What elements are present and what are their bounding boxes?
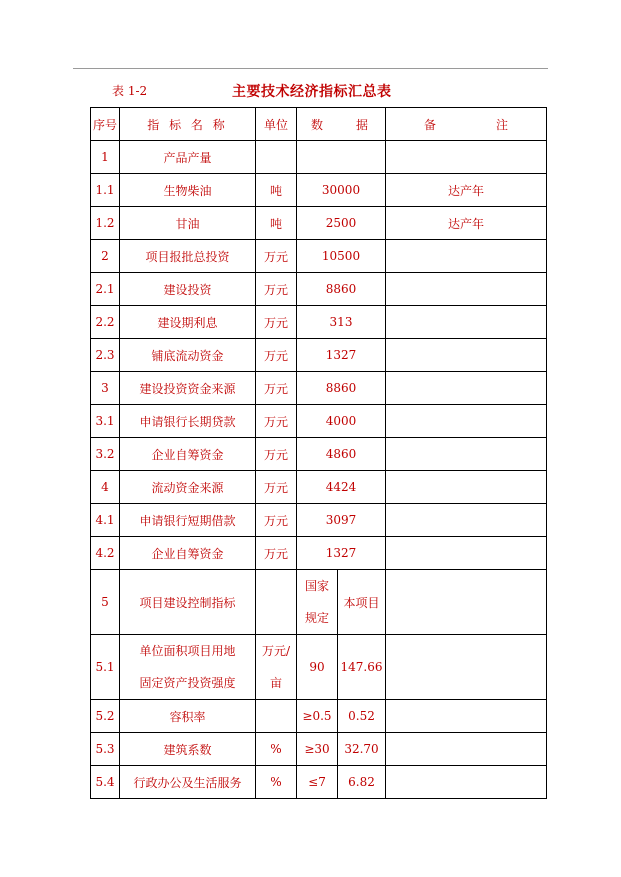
row-seq: 2 bbox=[91, 240, 120, 273]
row-unit: 万元 bbox=[256, 240, 297, 273]
row-value bbox=[297, 141, 386, 174]
table-row bbox=[91, 504, 547, 537]
control-row-name: 建筑系数 bbox=[120, 733, 256, 766]
control-row-unit-line-1: 万元/ bbox=[261, 644, 291, 658]
row-seq: 3.1 bbox=[91, 405, 120, 438]
row-unit: 万元 bbox=[256, 438, 297, 471]
table-row bbox=[91, 306, 547, 339]
row-value: 313 bbox=[297, 306, 386, 339]
row-note bbox=[386, 438, 547, 471]
control-header-row bbox=[91, 570, 547, 635]
control-row-seq: 5.1 bbox=[91, 635, 120, 700]
control-row bbox=[91, 700, 547, 733]
control-row-unit: % bbox=[256, 766, 297, 799]
row-seq: 3.2 bbox=[91, 438, 120, 471]
row-name: 建设投资 bbox=[120, 273, 256, 306]
control-row bbox=[91, 766, 547, 799]
row-name: 流动资金来源 bbox=[120, 471, 256, 504]
row-seq: 4.2 bbox=[91, 537, 120, 570]
row-value: 2500 bbox=[297, 207, 386, 240]
row-value: 4000 bbox=[297, 405, 386, 438]
row-name: 铺底流动资金 bbox=[120, 339, 256, 372]
row-value: 4860 bbox=[297, 438, 386, 471]
row-unit: 吨 bbox=[256, 174, 297, 207]
table-title: 主要技术经济指标汇总表 bbox=[232, 84, 392, 100]
table-row bbox=[91, 174, 547, 207]
row-seq: 3 bbox=[91, 372, 120, 405]
row-value: 1327 bbox=[297, 537, 386, 570]
row-seq: 2.3 bbox=[91, 339, 120, 372]
row-note bbox=[386, 306, 547, 339]
table-row bbox=[91, 405, 547, 438]
row-name: 生物柴油 bbox=[120, 174, 256, 207]
row-note bbox=[386, 240, 547, 273]
table-row bbox=[91, 207, 547, 240]
row-unit: 万元 bbox=[256, 405, 297, 438]
control-row-national: ≥30 bbox=[297, 733, 338, 766]
control-row-project: 6.82 bbox=[338, 766, 386, 799]
col-unit-header: 单位 bbox=[256, 108, 297, 141]
control-name: 项目建设控制指标 bbox=[120, 570, 256, 635]
table-row bbox=[91, 372, 547, 405]
control-unit bbox=[256, 570, 297, 635]
national-line-2: 规定 bbox=[304, 611, 329, 625]
table-row bbox=[91, 471, 547, 504]
row-value: 3097 bbox=[297, 504, 386, 537]
table-row bbox=[91, 141, 547, 174]
row-unit bbox=[256, 141, 297, 174]
control-row-name-line-2: 固定资产投资强度 bbox=[139, 676, 236, 690]
control-row-note bbox=[386, 766, 547, 799]
control-note bbox=[386, 570, 547, 635]
row-unit: 吨 bbox=[256, 207, 297, 240]
row-unit: 万元 bbox=[256, 306, 297, 339]
row-note bbox=[386, 273, 547, 306]
control-row-unit bbox=[256, 700, 297, 733]
row-unit: 万元 bbox=[256, 372, 297, 405]
row-name: 企业自筹资金 bbox=[120, 438, 256, 471]
row-value: 8860 bbox=[297, 273, 386, 306]
table-row bbox=[91, 273, 547, 306]
control-seq: 5 bbox=[91, 570, 120, 635]
header-rule bbox=[73, 68, 548, 69]
control-row-national: 90 bbox=[297, 635, 338, 700]
row-seq: 1.2 bbox=[91, 207, 120, 240]
control-row-name: 行政办公及生活服务 bbox=[120, 766, 256, 799]
row-note bbox=[386, 339, 547, 372]
control-row-name-line-1: 单位面积项目用地 bbox=[139, 644, 236, 658]
control-row-unit bbox=[256, 635, 297, 700]
national-line-1: 国家 bbox=[304, 579, 329, 593]
control-project-header: 本项目 bbox=[338, 570, 386, 635]
control-row-seq: 5.3 bbox=[91, 733, 120, 766]
row-note bbox=[386, 372, 547, 405]
row-unit: 万元 bbox=[256, 339, 297, 372]
control-row-project: 147.66 bbox=[338, 635, 386, 700]
table-number: 表 1-2 bbox=[112, 84, 148, 98]
row-name: 企业自筹资金 bbox=[120, 537, 256, 570]
row-note: 达产年 bbox=[386, 207, 547, 240]
row-name: 申请银行短期借款 bbox=[120, 504, 256, 537]
table-row bbox=[91, 438, 547, 471]
row-note: 达产年 bbox=[386, 174, 547, 207]
row-value: 4424 bbox=[297, 471, 386, 504]
row-name: 建设投资资金来源 bbox=[120, 372, 256, 405]
row-unit: 万元 bbox=[256, 273, 297, 306]
row-note bbox=[386, 537, 547, 570]
row-note bbox=[386, 141, 547, 174]
control-row-name bbox=[120, 635, 256, 700]
row-unit: 万元 bbox=[256, 504, 297, 537]
control-row bbox=[91, 635, 547, 700]
row-unit: 万元 bbox=[256, 471, 297, 504]
row-seq: 2.1 bbox=[91, 273, 120, 306]
row-name: 建设期利息 bbox=[120, 306, 256, 339]
row-seq: 1.1 bbox=[91, 174, 120, 207]
control-row bbox=[91, 733, 547, 766]
col-seq-header: 序号 bbox=[91, 108, 120, 141]
control-row-note bbox=[386, 635, 547, 700]
row-seq: 4 bbox=[91, 471, 120, 504]
control-row-note bbox=[386, 700, 547, 733]
control-row-unit: % bbox=[256, 733, 297, 766]
table-row bbox=[91, 537, 547, 570]
row-note bbox=[386, 471, 547, 504]
control-row-national: ≥0.5 bbox=[297, 700, 338, 733]
control-row-national: ≤7 bbox=[297, 766, 338, 799]
control-national-header bbox=[297, 570, 338, 635]
table-row bbox=[91, 339, 547, 372]
row-value: 1327 bbox=[297, 339, 386, 372]
control-row-name: 容积率 bbox=[120, 700, 256, 733]
row-name: 产品产量 bbox=[120, 141, 256, 174]
row-value: 8860 bbox=[297, 372, 386, 405]
row-seq: 4.1 bbox=[91, 504, 120, 537]
col-name-header: 指 标 名 称 bbox=[120, 108, 256, 141]
row-note bbox=[386, 504, 547, 537]
col-data-header: 数 据 bbox=[297, 108, 386, 141]
row-unit: 万元 bbox=[256, 537, 297, 570]
control-row-seq: 5.2 bbox=[91, 700, 120, 733]
control-row-project: 0.52 bbox=[338, 700, 386, 733]
row-value: 30000 bbox=[297, 174, 386, 207]
row-seq: 2.2 bbox=[91, 306, 120, 339]
control-row-unit-line-2: 亩 bbox=[269, 676, 282, 690]
table-row bbox=[91, 240, 547, 273]
control-row-project: 32.70 bbox=[338, 733, 386, 766]
control-row-seq: 5.4 bbox=[91, 766, 120, 799]
row-value: 10500 bbox=[297, 240, 386, 273]
row-name: 申请银行长期贷款 bbox=[120, 405, 256, 438]
indicator-table-body bbox=[91, 108, 547, 799]
header-row bbox=[91, 108, 547, 141]
row-name: 项目报批总投资 bbox=[120, 240, 256, 273]
row-note bbox=[386, 405, 547, 438]
row-name: 甘油 bbox=[120, 207, 256, 240]
row-seq: 1 bbox=[91, 141, 120, 174]
col-note-header: 备 注 bbox=[386, 108, 547, 141]
indicator-table bbox=[90, 107, 547, 799]
control-row-note bbox=[386, 733, 547, 766]
